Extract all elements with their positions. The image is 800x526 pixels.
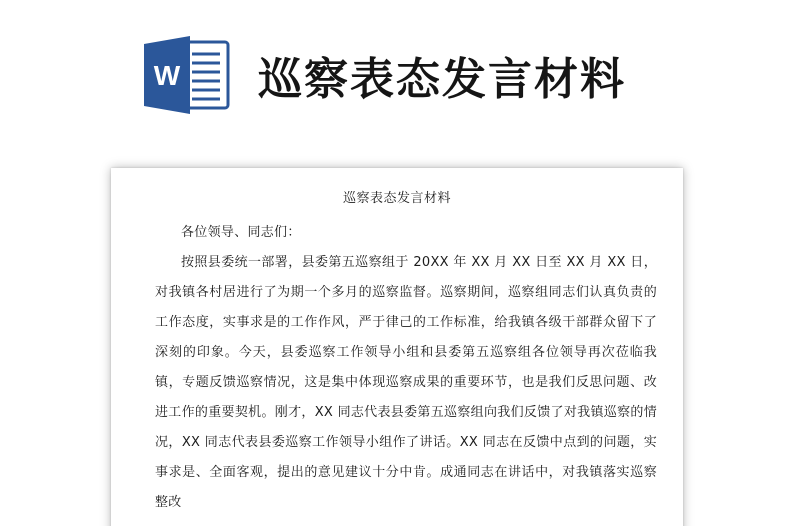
document-body-paragraph: 按照县委统一部署，县委第五巡察组于 20XX 年 XX 月 XX 日至 XX 月 XX 日，对我镇各村居进行了为期一个多月的巡察监督。巡察期间，巡察组同志们认真负责的工作态度，实事求是的工作作风，严于律己的工作标准，给我镇各级干部群众留下了深刻的印象。今天，县委巡察工作领导小组和县委第五巡察组各位领导再次莅临我镇，专题反馈巡察情况，这是集中体现巡察成果的重要环节，也是我们反思问题、改进工作的重要契机。刚才，XX 同志代表县委第五巡察组向我们反馈了对我镇巡察的情况，XX 同志代表县委巡察工作领导小组作了讲话。XX 同志在反馈中点到的问题，实事求是、全面客观，提出的意见建议十分中肯。成通同志在讲话中，对我镇落实巡察整改 — [155, 255, 657, 510]
document-page — [111, 168, 683, 526]
page-title: 巡察表态发言材料 — [258, 54, 626, 105]
document-title: 巡察表态发言材料 — [342, 191, 451, 206]
word-icon-letter: W — [153, 60, 181, 91]
word-document-icon — [142, 34, 230, 116]
document-salutation: 各位领导、同志们： — [181, 225, 301, 240]
